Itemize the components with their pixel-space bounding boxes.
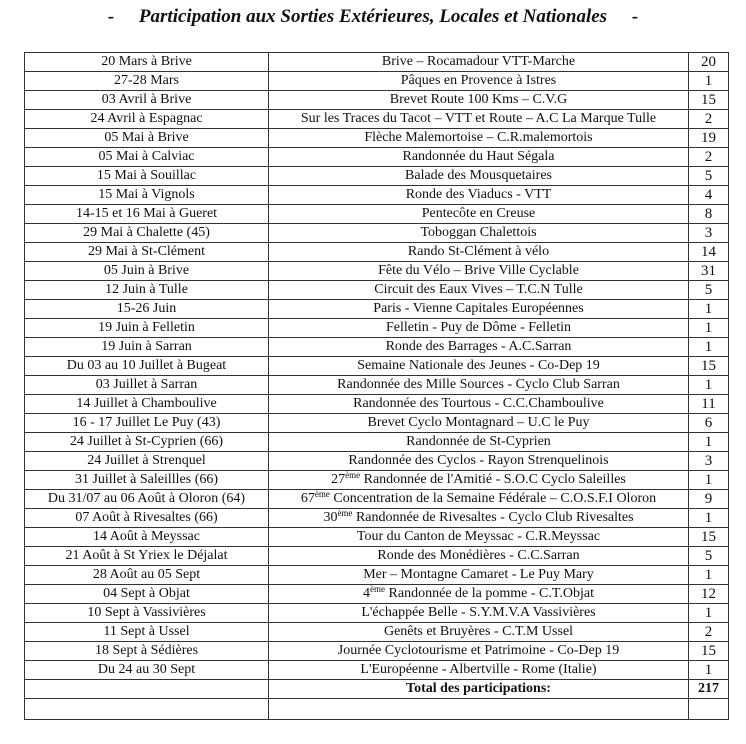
event-cell: 67ème Concentration de la Semaine Fédérale – C.O.S.F.I Oloron xyxy=(269,490,689,509)
table-row xyxy=(25,661,729,680)
event-cell: Ronde des Barrages - A.C.Sarran xyxy=(269,338,689,357)
date-cell: 18 Sept à Sédières xyxy=(25,642,269,661)
table-row xyxy=(25,224,729,243)
count-cell: 1 xyxy=(689,604,729,623)
event-cell: Brevet Cyclo Montagnard – U.C le Puy xyxy=(269,414,689,433)
date-cell: 28 Août au 05 Sept xyxy=(25,566,269,585)
table-row xyxy=(25,623,729,642)
blank-row xyxy=(25,699,729,720)
event-cell: Pentecôte en Creuse xyxy=(269,205,689,224)
count-cell: 1 xyxy=(689,338,729,357)
date-cell: 20 Mars à Brive xyxy=(25,53,269,72)
date-cell: 11 Sept à Ussel xyxy=(25,623,269,642)
title-text: Participation aux Sorties Extérieures, Locales et Nationales xyxy=(138,6,608,27)
table-row xyxy=(25,91,729,110)
count-cell: 15 xyxy=(689,91,729,110)
date-cell: 21 Août à St Yriex le Déjalat xyxy=(25,547,269,566)
count-cell: 11 xyxy=(689,395,729,414)
event-cell: L'échappée Belle - S.Y.M.V.A Vassivières xyxy=(269,604,689,623)
blank-cell xyxy=(689,699,729,720)
event-cell: Tour du Canton de Meyssac - C.R.Meyssac xyxy=(269,528,689,547)
table-row xyxy=(25,395,729,414)
count-cell: 1 xyxy=(689,300,729,319)
date-cell: 24 Juillet à Strenquel xyxy=(25,452,269,471)
count-cell: 5 xyxy=(689,547,729,566)
date-cell: 03 Avril à Brive xyxy=(25,91,269,110)
table-row xyxy=(25,471,729,490)
total-row xyxy=(25,680,729,699)
event-cell: Randonnée du Haut Ségala xyxy=(269,148,689,167)
count-cell: 1 xyxy=(689,509,729,528)
count-cell: 1 xyxy=(689,72,729,91)
count-cell: 2 xyxy=(689,623,729,642)
table-row xyxy=(25,129,729,148)
table-row xyxy=(25,281,729,300)
count-cell: 4 xyxy=(689,186,729,205)
event-cell: Ronde des Monédières - C.C.Sarran xyxy=(269,547,689,566)
table-row xyxy=(25,110,729,129)
date-cell: 19 Juin à Felletin xyxy=(25,319,269,338)
date-cell: 14 Août à Meyssac xyxy=(25,528,269,547)
count-cell: 1 xyxy=(689,566,729,585)
count-cell: 1 xyxy=(689,471,729,490)
blank-cell xyxy=(269,699,689,720)
count-cell: 5 xyxy=(689,167,729,186)
table-row xyxy=(25,205,729,224)
date-cell: 14-15 et 16 Mai à Gueret xyxy=(25,205,269,224)
event-cell: Semaine Nationale des Jeunes - Co-Dep 19 xyxy=(269,357,689,376)
table-row xyxy=(25,167,729,186)
event-cell: Randonnée des Cyclos - Rayon Strenquelinois xyxy=(269,452,689,471)
table-row xyxy=(25,509,729,528)
total-value: 217 xyxy=(689,680,729,699)
event-cell: Brevet Route 100 Kms – C.V.G xyxy=(269,91,689,110)
count-cell: 2 xyxy=(689,110,729,129)
event-cell: Randonnée des Tourtous - C.C.Chamboulive xyxy=(269,395,689,414)
event-cell: Pâques en Provence à Istres xyxy=(269,72,689,91)
date-cell: 10 Sept à Vassivières xyxy=(25,604,269,623)
count-cell: 9 xyxy=(689,490,729,509)
count-cell: 3 xyxy=(689,224,729,243)
date-cell: 14 Juillet à Chamboulive xyxy=(25,395,269,414)
event-cell: L'Européenne - Albertville - Rome (Italie) xyxy=(269,661,689,680)
count-cell: 1 xyxy=(689,376,729,395)
table-row xyxy=(25,604,729,623)
table-row xyxy=(25,433,729,452)
event-cell: Flèche Malemortoise – C.R.malemortois xyxy=(269,129,689,148)
date-cell: 29 Mai à Chalette (45) xyxy=(25,224,269,243)
table-row xyxy=(25,547,729,566)
count-cell: 20 xyxy=(689,53,729,72)
date-cell: Du 24 au 30 Sept xyxy=(25,661,269,680)
date-cell: 05 Juin à Brive xyxy=(25,262,269,281)
count-cell: 15 xyxy=(689,357,729,376)
count-cell: 8 xyxy=(689,205,729,224)
count-cell: 12 xyxy=(689,585,729,604)
count-cell: 3 xyxy=(689,452,729,471)
total-spacer-cell xyxy=(25,680,269,699)
participation-table xyxy=(24,52,729,720)
date-cell: 12 Juin à Tulle xyxy=(25,281,269,300)
table-row xyxy=(25,148,729,167)
count-cell: 1 xyxy=(689,661,729,680)
event-cell: 27ème Randonnée de l'Amitié - S.O.C Cyclo Saleilles xyxy=(269,471,689,490)
table-row xyxy=(25,376,729,395)
event-cell: Toboggan Chalettois xyxy=(269,224,689,243)
table-row xyxy=(25,338,729,357)
date-cell: Du 03 au 10 Juillet à Bugeat xyxy=(25,357,269,376)
table-row xyxy=(25,262,729,281)
date-cell: 27-28 Mars xyxy=(25,72,269,91)
event-cell: Randonnée de St-Cyprien xyxy=(269,433,689,452)
date-cell: 16 - 17 Juillet Le Puy (43) xyxy=(25,414,269,433)
count-cell: 19 xyxy=(689,129,729,148)
event-cell: Fête du Vélo – Brive Ville Cyclable xyxy=(269,262,689,281)
count-cell: 1 xyxy=(689,319,729,338)
date-cell: 29 Mai à St-Clément xyxy=(25,243,269,262)
event-cell: Rando St-Clément à vélo xyxy=(269,243,689,262)
event-cell: 4ème Randonnée de la pomme - C.T.Objat xyxy=(269,585,689,604)
date-cell: 19 Juin à Sarran xyxy=(25,338,269,357)
date-cell: 05 Mai à Calviac xyxy=(25,148,269,167)
page-title xyxy=(0,6,746,36)
table-row xyxy=(25,566,729,585)
table-row xyxy=(25,414,729,433)
table-row xyxy=(25,53,729,72)
title-dash-left: - xyxy=(107,6,115,27)
event-cell: Sur les Traces du Tacot – VTT et Route – A.C La Marque Tulle xyxy=(269,110,689,129)
table-body xyxy=(25,53,729,720)
event-cell: Journée Cyclotourisme et Patrimoine - Co-Dep 19 xyxy=(269,642,689,661)
date-cell: 24 Juillet à St-Cyprien (66) xyxy=(25,433,269,452)
date-cell: 05 Mai à Brive xyxy=(25,129,269,148)
table-row xyxy=(25,452,729,471)
event-cell: Brive – Rocamadour VTT-Marche xyxy=(269,53,689,72)
table-row xyxy=(25,300,729,319)
table-row xyxy=(25,528,729,547)
date-cell: 15-26 Juin xyxy=(25,300,269,319)
event-cell: Genêts et Bruyères - C.T.M Ussel xyxy=(269,623,689,642)
count-cell: 5 xyxy=(689,281,729,300)
event-cell: Randonnée des Mille Sources - Cyclo Club Sarran xyxy=(269,376,689,395)
table-row xyxy=(25,72,729,91)
date-cell: 24 Avril à Espagnac xyxy=(25,110,269,129)
table-row xyxy=(25,319,729,338)
table-row xyxy=(25,490,729,509)
event-cell: Ronde des Viaducs - VTT xyxy=(269,186,689,205)
table-row xyxy=(25,186,729,205)
table-row xyxy=(25,585,729,604)
blank-cell xyxy=(25,699,269,720)
date-cell: Du 31/07 au 06 Août à Oloron (64) xyxy=(25,490,269,509)
event-cell: Mer – Montagne Camaret - Le Puy Mary xyxy=(269,566,689,585)
table-row xyxy=(25,642,729,661)
date-cell: 04 Sept à Objat xyxy=(25,585,269,604)
title-dash-right: - xyxy=(631,6,639,27)
count-cell: 15 xyxy=(689,642,729,661)
total-label: Total des participations: xyxy=(269,680,689,699)
event-cell: Felletin - Puy de Dôme - Felletin xyxy=(269,319,689,338)
table-row xyxy=(25,243,729,262)
event-cell: Circuit des Eaux Vives – T.C.N Tulle xyxy=(269,281,689,300)
count-cell: 15 xyxy=(689,528,729,547)
table-row xyxy=(25,357,729,376)
count-cell: 14 xyxy=(689,243,729,262)
date-cell: 03 Juillet à Sarran xyxy=(25,376,269,395)
date-cell: 31 Juillet à Saleillles (66) xyxy=(25,471,269,490)
date-cell: 07 Août à Rivesaltes (66) xyxy=(25,509,269,528)
event-cell: 30ème Randonnée de Rivesaltes - Cyclo Club Rivesaltes xyxy=(269,509,689,528)
event-cell: Balade des Mousquetaires xyxy=(269,167,689,186)
count-cell: 1 xyxy=(689,433,729,452)
count-cell: 6 xyxy=(689,414,729,433)
count-cell: 2 xyxy=(689,148,729,167)
date-cell: 15 Mai à Souillac xyxy=(25,167,269,186)
event-cell: Paris - Vienne Capitales Européennes xyxy=(269,300,689,319)
date-cell: 15 Mai à Vignols xyxy=(25,186,269,205)
count-cell: 31 xyxy=(689,262,729,281)
